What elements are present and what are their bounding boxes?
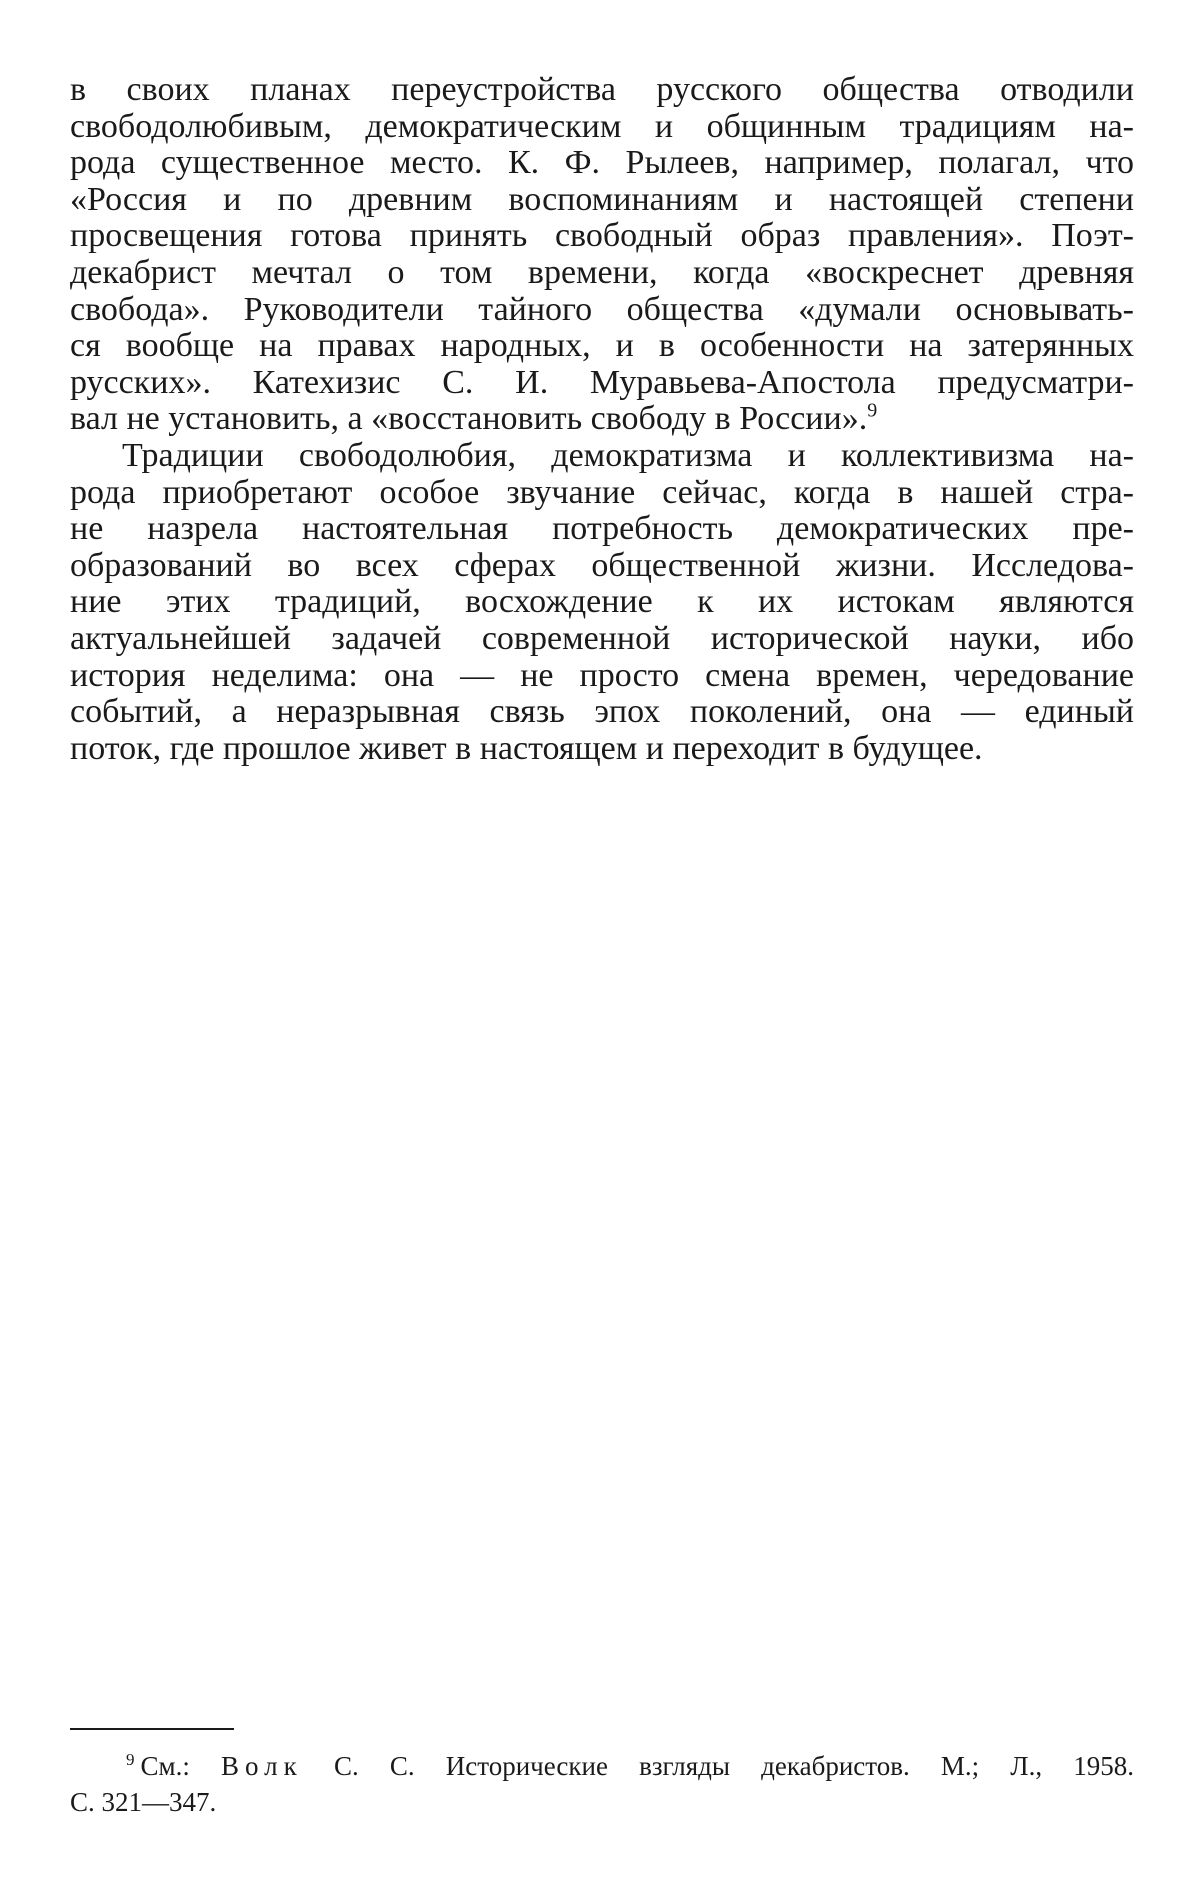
footnote-marker: 9 [126, 1750, 135, 1769]
text-line: актуальнейшей задачей современной исторической науки, ибо [70, 619, 1134, 657]
text-line: поток, где прошлое живет в настоящем и переходит в будущее. [70, 729, 983, 767]
footnote-line [70, 1748, 1134, 1784]
text-line: просвещения готова принять свободный образ правления». Поэт- [70, 217, 1134, 255]
text-line: русских». Катехизис С. И. Муравьева-Апостола предусматри- [70, 363, 1134, 401]
text-line-content: вал не установить, а «восстановить свободу в России». [70, 400, 868, 438]
text-line: история неделима: она — не просто смена времен, чередование [70, 656, 1134, 694]
text-line-with-footnote-ref [70, 401, 1134, 438]
text-line: «Россия и по древним воспоминаниям и настоящей степени [70, 180, 1134, 218]
footnote-line: С. 321—347. [70, 1787, 217, 1817]
text-line: ние этих традиций, восхождение к их истокам являются [70, 583, 1134, 621]
footnote-citation: С. С. Исторические взгляды декабристов. М.; Л., 1958. [333, 1751, 1135, 1781]
text-line: рода приобретают особое звучание сейчас, когда в нашей стра- [70, 473, 1134, 511]
footnote-reference[interactable]: 9 [867, 400, 878, 423]
text-line: декабрист мечтал о том времени, когда «воскреснет древняя [70, 253, 1134, 291]
footnote-see: См.: [140, 1751, 190, 1781]
paragraph-start-line: Традиции свободолюбия, демократизма и коллективизма на- [122, 436, 1134, 474]
text-line: не назрела настоятельная потребность демократических пре- [70, 510, 1134, 548]
footnote-divider [70, 1728, 234, 1730]
text-line: образований во всех сферах общественной жизни. Исследова- [70, 546, 1134, 584]
text-line: ся вообще на правах народных, и в особенности на затерянных [70, 327, 1134, 365]
text-line: в своих планах переустройства русского общества отводили [70, 71, 1134, 108]
text-line: свободолюбивым, демократическим и общинным традициям на- [70, 107, 1134, 145]
text-line: рода существенное место. К. Ф. Рылеев, например, полагал, что [70, 144, 1134, 182]
footnote [70, 1748, 1134, 1820]
footnote-author: Волк [221, 1751, 303, 1781]
main-text [70, 72, 1134, 767]
text-line: событий, а неразрывная связь эпох поколений, она — единый [70, 693, 1134, 731]
text-line: свобода». Руководители тайного общества «думали основывать- [70, 290, 1134, 328]
